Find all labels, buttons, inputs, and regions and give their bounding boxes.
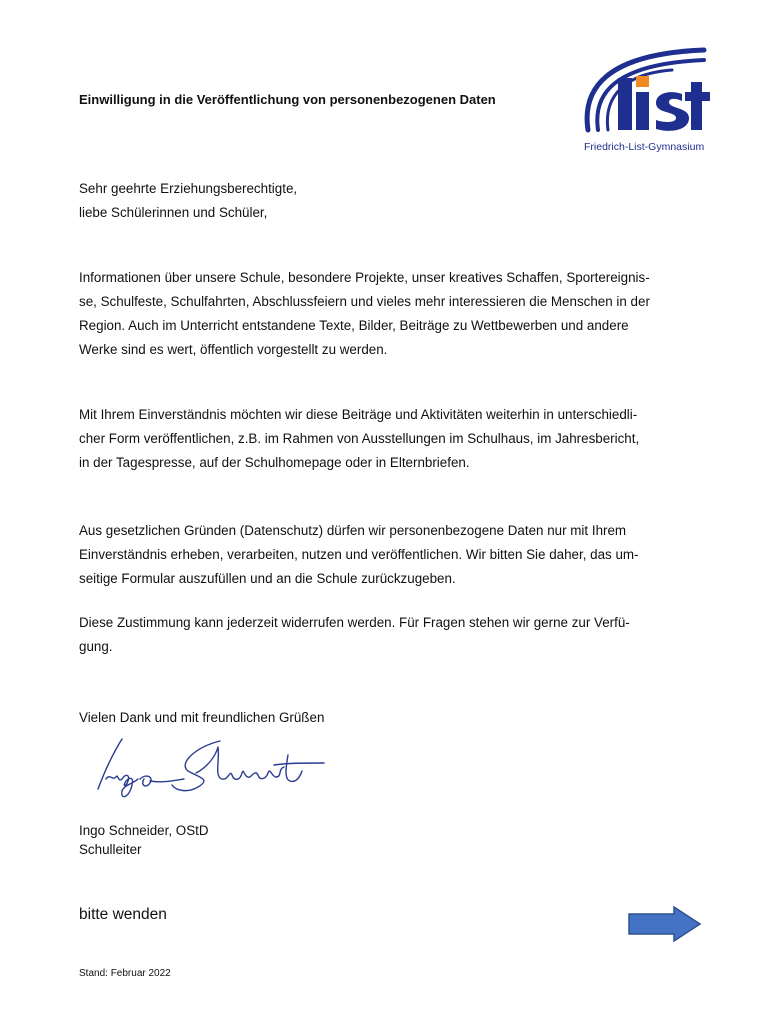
- turn-over-label: bitte wenden: [79, 906, 167, 923]
- paragraph-line: Region. Auch im Unterricht entstandene Texte, Bilder, Beiträge zu Wettbewerben und andere: [79, 318, 629, 333]
- salutation: [79, 177, 691, 225]
- signer-block: [79, 821, 209, 859]
- document-date: Stand: Februar 2022: [79, 968, 171, 979]
- school-logo: [574, 40, 714, 155]
- paragraph-line: Diese Zustimmung kann jederzeit widerrufen werden. Für Fragen stehen wir gerne zur Verfü-: [79, 615, 630, 630]
- signature: [92, 733, 332, 803]
- next-page-arrow-icon[interactable]: [628, 906, 702, 942]
- paragraph-line: Informationen über unsere Schule, besondere Projekte, unser kreatives Schaffen, Sportereignis-: [79, 270, 650, 285]
- salutation-line: Sehr geehrte Erziehungsberechtigte,: [79, 181, 298, 196]
- paragraph-line: Aus gesetzlichen Gründen (Datenschutz) dürfen wir personenbezogene Daten nur mit Ihrem: [79, 523, 627, 538]
- paragraph-line: se, Schulfeste, Schulfahrten, Abschlussfeiern und vieles mehr interessieren die Menschen in der: [79, 294, 650, 309]
- paragraph-line: cher Form veröffentlichen, z.B. im Rahmen von Ausstellungen im Schulhaus, im Jahresbericht,: [79, 431, 640, 446]
- paragraph-4: [79, 611, 691, 659]
- signer-role: Schulleiter: [79, 842, 142, 857]
- paragraph-3: [79, 519, 691, 591]
- paragraph-line: seitige Formular auszufüllen und an die Schule zurückzugeben.: [79, 571, 456, 586]
- paragraph-line: Mit Ihrem Einverständnis möchten wir diese Beiträge und Aktivitäten weiterhin in unterschiedli-: [79, 407, 638, 422]
- paragraph-2: [79, 403, 691, 475]
- logo-school-name: Friedrich-List-Gymnasium: [584, 141, 705, 153]
- salutation-line: liebe Schülerinnen und Schüler,: [79, 205, 268, 220]
- paragraph-line: in der Tagespresse, auf der Schulhomepage oder in Elternbriefen.: [79, 455, 470, 470]
- paragraph-line: Einverständnis erheben, verarbeiten, nutzen und veröffentlichen. Wir bitten Sie daher, das um-: [79, 547, 639, 562]
- paragraph-1: [79, 266, 691, 362]
- closing-text: Vielen Dank und mit freundlichen Grüßen: [79, 710, 325, 725]
- paragraph-line: Werke sind es wert, öffentlich vorgestellt zu werden.: [79, 342, 388, 357]
- signer-name: Ingo Schneider, OStD: [79, 823, 209, 838]
- paragraph-line: gung.: [79, 639, 113, 654]
- document-title: Einwilligung in die Veröffentlichung von personenbezogenen Daten: [79, 92, 496, 107]
